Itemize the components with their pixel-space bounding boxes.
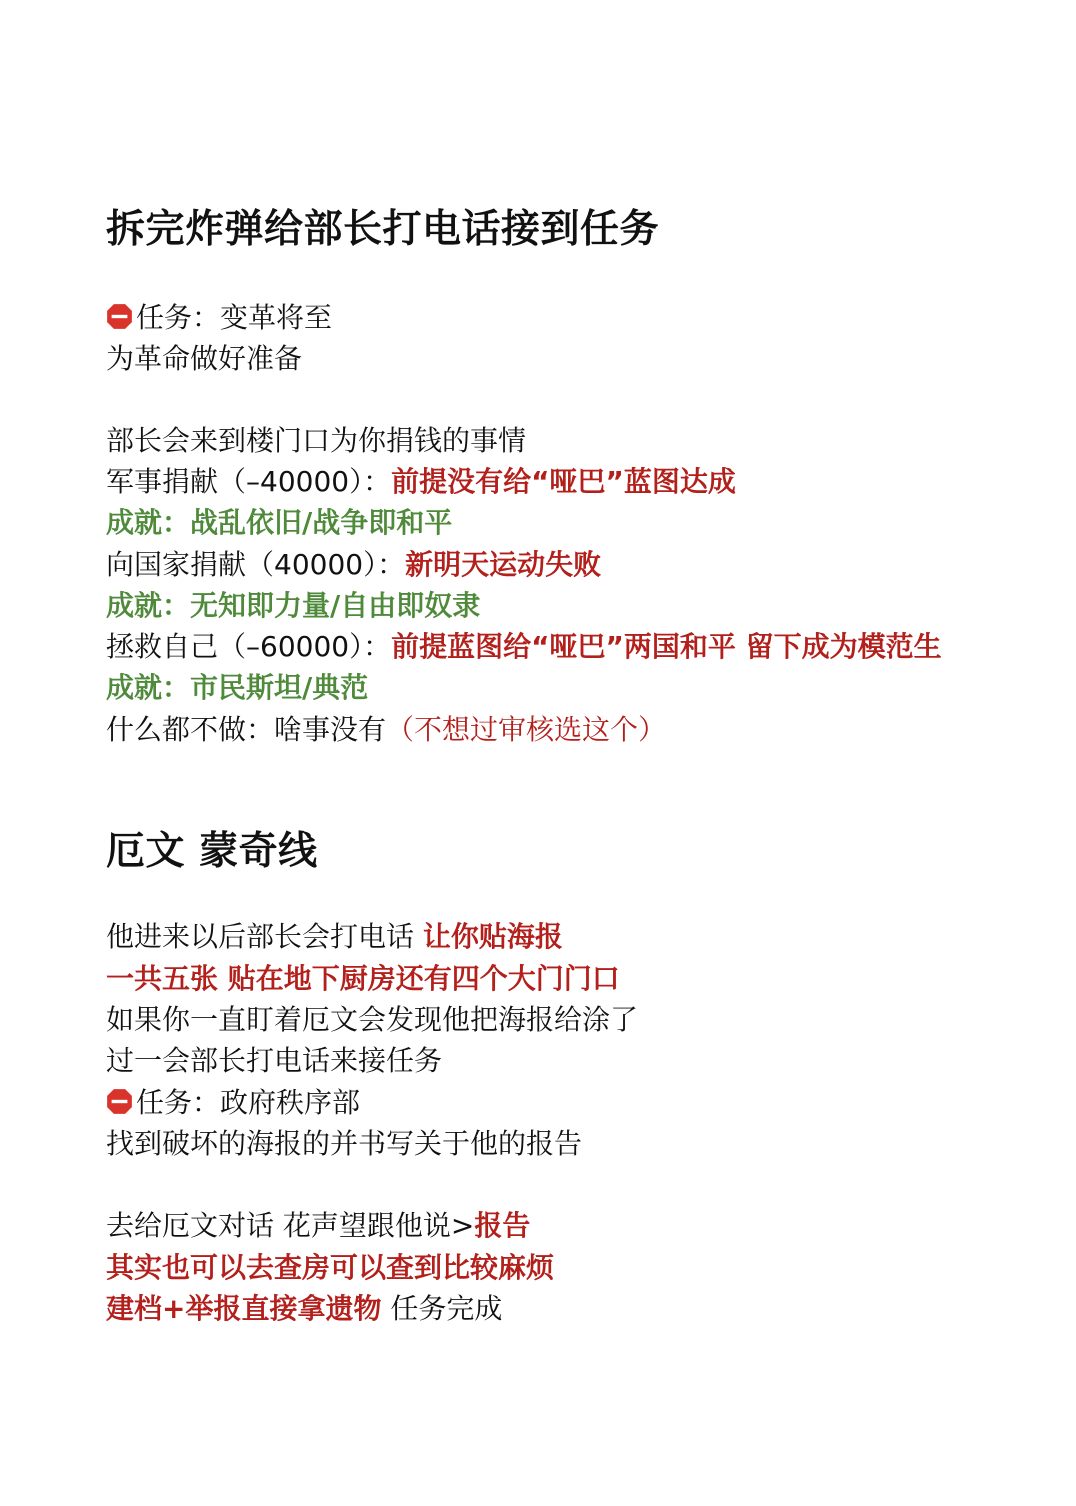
- section1-title: 拆完炸弹给部长打电话接到任务: [106, 207, 660, 252]
- section2-line-1-text: 他进来以后部长会打电话: [106, 920, 423, 953]
- section2-line-9: [106, 1291, 502, 1327]
- option-military-donation: [106, 464, 736, 500]
- section2-line-4: 过一会部长打电话来接任务: [106, 1044, 443, 1077]
- option-state-label: 向国家捐献（40000）：: [106, 548, 406, 581]
- option-do-nothing: [106, 712, 666, 748]
- section1-task-line: [106, 300, 332, 336]
- option-military-label: 军事捐献（–40000）：: [106, 465, 392, 498]
- section2-line-8: 其实也可以去查房可以查到比较麻烦: [106, 1251, 555, 1284]
- section2-line-1: [106, 919, 563, 955]
- option-military-achievement: 成就：战乱依旧/战争即和平: [106, 506, 453, 539]
- section2-task-desc: 找到破坏的海报的并书写关于他的报告: [106, 1127, 583, 1160]
- option-do-nothing-note: （不想过审核选这个）: [386, 713, 667, 746]
- section2-title: 厄文 蒙奇线: [106, 829, 318, 874]
- option-do-nothing-label: 什么都不做：啥事没有: [106, 713, 387, 746]
- stop-sign-icon: [106, 303, 133, 330]
- section1-task-desc: 为革命做好准备: [106, 342, 303, 375]
- section2-line-9-text: 任务完成: [381, 1292, 503, 1325]
- section2-line-7-highlight: 报告: [474, 1209, 531, 1242]
- section2-line-2: 一共五张 贴在地下厨房还有四个大门门口: [106, 962, 620, 995]
- stop-sign-icon: [106, 1088, 133, 1115]
- option-save-self-achievement: 成就：市民斯坦/典范: [106, 671, 369, 704]
- section2-line-3: 如果你一直盯着厄文会发现他把海报给涂了: [106, 1003, 639, 1036]
- section2-task-label: 任务：政府秩序部: [136, 1086, 361, 1119]
- section2-line-7-text: 去给厄文对话 花声望跟他说>: [106, 1209, 475, 1242]
- section1-intro: 部长会来到楼门口为你捐钱的事情: [106, 424, 527, 457]
- option-state-donation: [106, 547, 601, 583]
- section2-line-9-highlight: 建档+举报直接拿遗物: [106, 1292, 382, 1325]
- option-save-self: [106, 629, 942, 665]
- option-state-result: 新明天运动失败: [405, 548, 602, 581]
- section1-task-label: 任务：变革将至: [136, 301, 333, 334]
- option-state-achievement: 成就：无知即力量/自由即奴隶: [106, 589, 481, 622]
- section2-line-7: [106, 1208, 530, 1244]
- option-military-condition: 前提没有给“哑巴”蓝图达成: [391, 465, 736, 498]
- option-save-self-label: 拯救自己（–60000）：: [106, 630, 392, 663]
- section2-task-line: [106, 1085, 360, 1121]
- section2-line-1-highlight: 让你贴海报: [422, 920, 563, 953]
- option-save-self-condition: 前提蓝图给“哑巴”两国和平 留下成为模范生: [391, 630, 942, 663]
